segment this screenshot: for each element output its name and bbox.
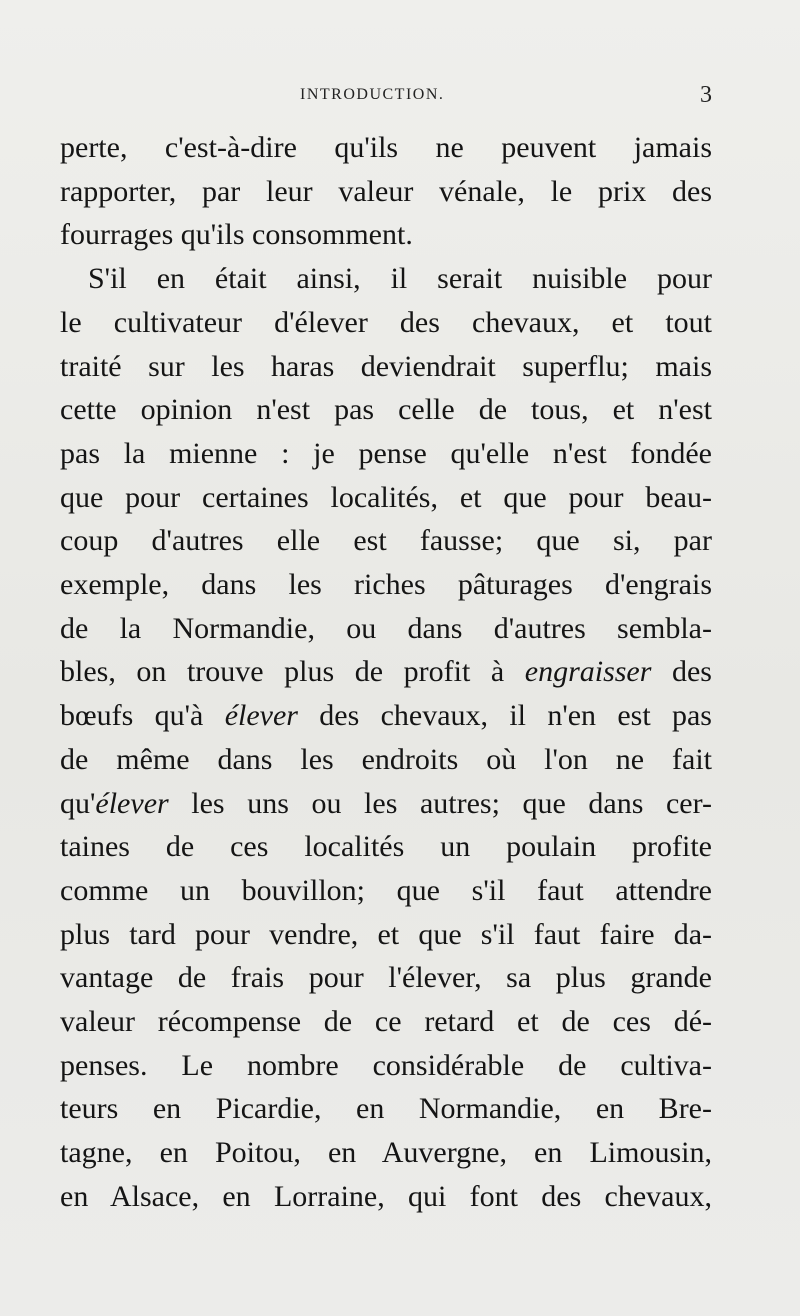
text-line: plus tard pour vendre, et que s'il faut faire da- — [60, 917, 712, 951]
text-line: penses. Le nombre considérable de cultiva- — [60, 1048, 712, 1082]
text-line: en Alsace, en Lorraine, qui font des chevaux, — [60, 1179, 712, 1213]
text-line: comme un bouvillon; que s'il faut attendre — [60, 873, 712, 907]
text-line: exemple, dans les riches pâturages d'engrais — [60, 568, 712, 602]
text-line: tagne, en Poitou, en Auvergne, en Limousin, — [60, 1136, 712, 1170]
text-line: fourrages qu'ils consomment. — [60, 218, 413, 252]
text-line: de même dans les endroits où l'on ne fait — [60, 742, 712, 776]
text-line: qu'élever les uns ou les autres; que dans cer- — [60, 786, 712, 820]
text-line: rapporter, par leur valeur vénale, le prix des — [60, 174, 712, 208]
italic-word: engraisser — [524, 655, 652, 689]
text-line: coup d'autres elle est fausse; que si, par — [60, 524, 712, 558]
paragraph-start-line: S'il en était ainsi, il serait nuisible pour — [88, 262, 712, 296]
text-line: pas la mienne : je pense qu'elle n'est fondée — [60, 436, 712, 470]
text-line: valeur récompense de ce retard et de ces dé- — [60, 1005, 712, 1039]
italic-word: élever — [95, 786, 169, 820]
text-line: bles, on trouve plus de profit à engraisser des — [60, 655, 712, 689]
text-line: de la Normandie, ou dans d'autres sembla- — [60, 611, 712, 645]
text-line: traité sur les haras deviendrait superflu; mais — [60, 349, 712, 383]
italic-word: élever — [224, 699, 298, 733]
text-line: bœufs qu'à élever des chevaux, il n'en est pas — [60, 699, 712, 733]
text-line: taines de ces localités un poulain profite — [60, 830, 712, 864]
text-line: teurs en Picardie, en Normandie, en Bre- — [60, 1092, 712, 1126]
text-line: cette opinion n'est pas celle de tous, et n'est — [60, 393, 712, 427]
page-number: 3 — [700, 82, 712, 108]
text-line: que pour certaines localités, et que pour beau- — [60, 480, 712, 514]
page-header — [60, 82, 712, 116]
text-line: le cultivateur d'élever des chevaux, et tout — [60, 305, 712, 339]
text-line: vantage de frais pour l'élever, sa plus grande — [60, 961, 712, 995]
running-title: INTRODUCTION. — [300, 86, 445, 103]
text-line: perte, c'est-à-dire qu'ils ne peuvent jamais — [60, 131, 712, 164]
body-text — [60, 126, 712, 1219]
